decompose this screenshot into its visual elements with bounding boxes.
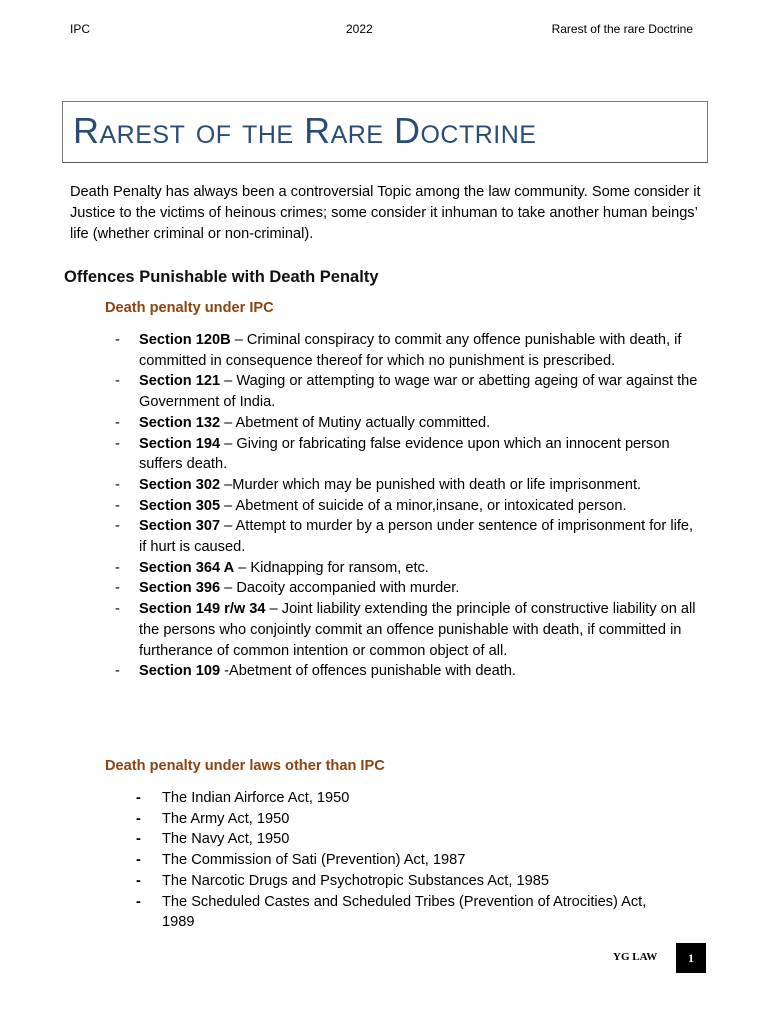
- header-left: IPC: [70, 22, 91, 36]
- dash-bullet: -: [136, 852, 141, 869]
- section-number: Section 194: [139, 435, 221, 452]
- ipc-list-item: [115, 330, 699, 371]
- ipc-list-item: [115, 475, 699, 496]
- law-name: The Army Act, 1950: [162, 810, 290, 827]
- section-number: Section 109: [139, 663, 221, 680]
- other-laws-list: [136, 788, 682, 933]
- title-box: [62, 101, 708, 163]
- section-description: – Kidnapping for ransom, etc.: [234, 559, 429, 576]
- law-name: The Commission of Sati (Prevention) Act, 1987: [162, 852, 466, 869]
- section-number: Section 132: [139, 414, 221, 431]
- section-description: – Dacoity accompanied with murder.: [220, 580, 460, 597]
- ipc-list-item: [115, 371, 699, 412]
- ipc-list-item: [115, 516, 699, 557]
- dash-bullet: -: [115, 497, 120, 514]
- ipc-section-list: [115, 330, 699, 682]
- section-description: – Criminal conspiracy to commit any offence punishable with death, if committed in consequence thereof for which no punishment is prescribed.: [139, 332, 682, 369]
- section-description: -Abetment of offences punishable with death.: [220, 663, 516, 680]
- section-description: – Joint liability extending the principle of constructive liability on all the persons who conjointly commit an offence punishable with death, if committed in furtherance of common intention or common object of all.: [139, 601, 696, 659]
- other-laws-subheading: Death penalty under laws other than IPC: [105, 758, 385, 774]
- footer-label: YG LAW: [613, 951, 658, 963]
- ipc-list-item: [115, 661, 699, 682]
- other-law-item: [136, 850, 682, 871]
- section-number: Section 120B: [139, 332, 231, 348]
- section-description: – Giving or fabricating false evidence upon which an innocent person suffers death.: [139, 435, 670, 473]
- dash-bullet: -: [136, 872, 141, 889]
- dash-bullet: -: [115, 663, 120, 680]
- dash-bullet: -: [115, 580, 120, 597]
- dash-bullet: -: [136, 810, 141, 827]
- dash-bullet: -: [136, 893, 141, 910]
- dash-bullet: -: [115, 414, 120, 431]
- section-description: – Attempt to murder by a person under sentence of imprisonment for life, if hurt is caused.: [139, 518, 694, 556]
- dash-bullet: -: [115, 476, 120, 493]
- dash-bullet: -: [115, 518, 120, 535]
- section-heading: Offences Punishable with Death Penalty: [64, 268, 379, 286]
- other-law-item: [136, 829, 682, 850]
- dash-bullet: -: [136, 831, 141, 848]
- section-number: Section 364 A: [139, 559, 235, 576]
- dash-bullet: -: [115, 601, 120, 618]
- section-description: – Waging or attempting to wage war or abetting ageing of war against the Government of India.: [139, 373, 698, 411]
- dash-bullet: -: [115, 373, 120, 390]
- header-doc-title: Rarest of the rare Doctrine: [551, 22, 693, 36]
- section-number: Section 149 r/w 34: [139, 601, 266, 618]
- ipc-list-item: [115, 496, 699, 517]
- law-name: The Scheduled Castes and Scheduled Tribes (Prevention of Atrocities) Act, 1989: [162, 893, 647, 931]
- section-description: – Abetment of suicide of a minor,insane, or intoxicated person.: [220, 497, 627, 514]
- law-name: The Navy Act, 1950: [162, 831, 290, 848]
- dash-bullet: -: [115, 559, 120, 576]
- page-number: 1: [676, 943, 706, 973]
- dash-bullet: -: [115, 332, 120, 348]
- law-name: The Narcotic Drugs and Psychotropic Substances Act, 1985: [162, 872, 549, 889]
- law-name: The Indian Airforce Act, 1950: [162, 790, 350, 806]
- section-description: – Abetment of Mutiny actually committed.: [220, 414, 491, 431]
- section-number: Section 121: [139, 373, 221, 390]
- other-law-item: [136, 809, 682, 830]
- section-number: Section 396: [139, 580, 221, 597]
- ipc-list-item: [115, 413, 699, 434]
- ipc-list-item: [115, 599, 699, 661]
- section-number: Section 305: [139, 497, 221, 514]
- header-year: 2022: [346, 22, 373, 36]
- ipc-list-item: [115, 558, 699, 579]
- other-law-item: [136, 892, 682, 933]
- ipc-subheading: Death penalty under IPC: [105, 300, 274, 316]
- ipc-list-item: [115, 578, 699, 599]
- intro-paragraph: Death Penalty has always been a controversial Topic among the law community. Some consider it Justice to the victims of heinous crimes; some consider it inhuman to take another human beings’ life (whether criminal or non-criminal).: [70, 184, 701, 242]
- ipc-list-item: [115, 434, 699, 475]
- section-number: Section 302: [139, 476, 221, 493]
- section-description: –Murder which may be punished with death or life imprisonment.: [220, 476, 642, 493]
- page-title: Rarest of the Rare Doctrine: [73, 110, 537, 151]
- dash-bullet: -: [115, 435, 120, 452]
- other-law-item: [136, 788, 682, 809]
- other-law-item: [136, 871, 682, 892]
- section-number: Section 307: [139, 518, 221, 535]
- dash-bullet: -: [136, 790, 141, 806]
